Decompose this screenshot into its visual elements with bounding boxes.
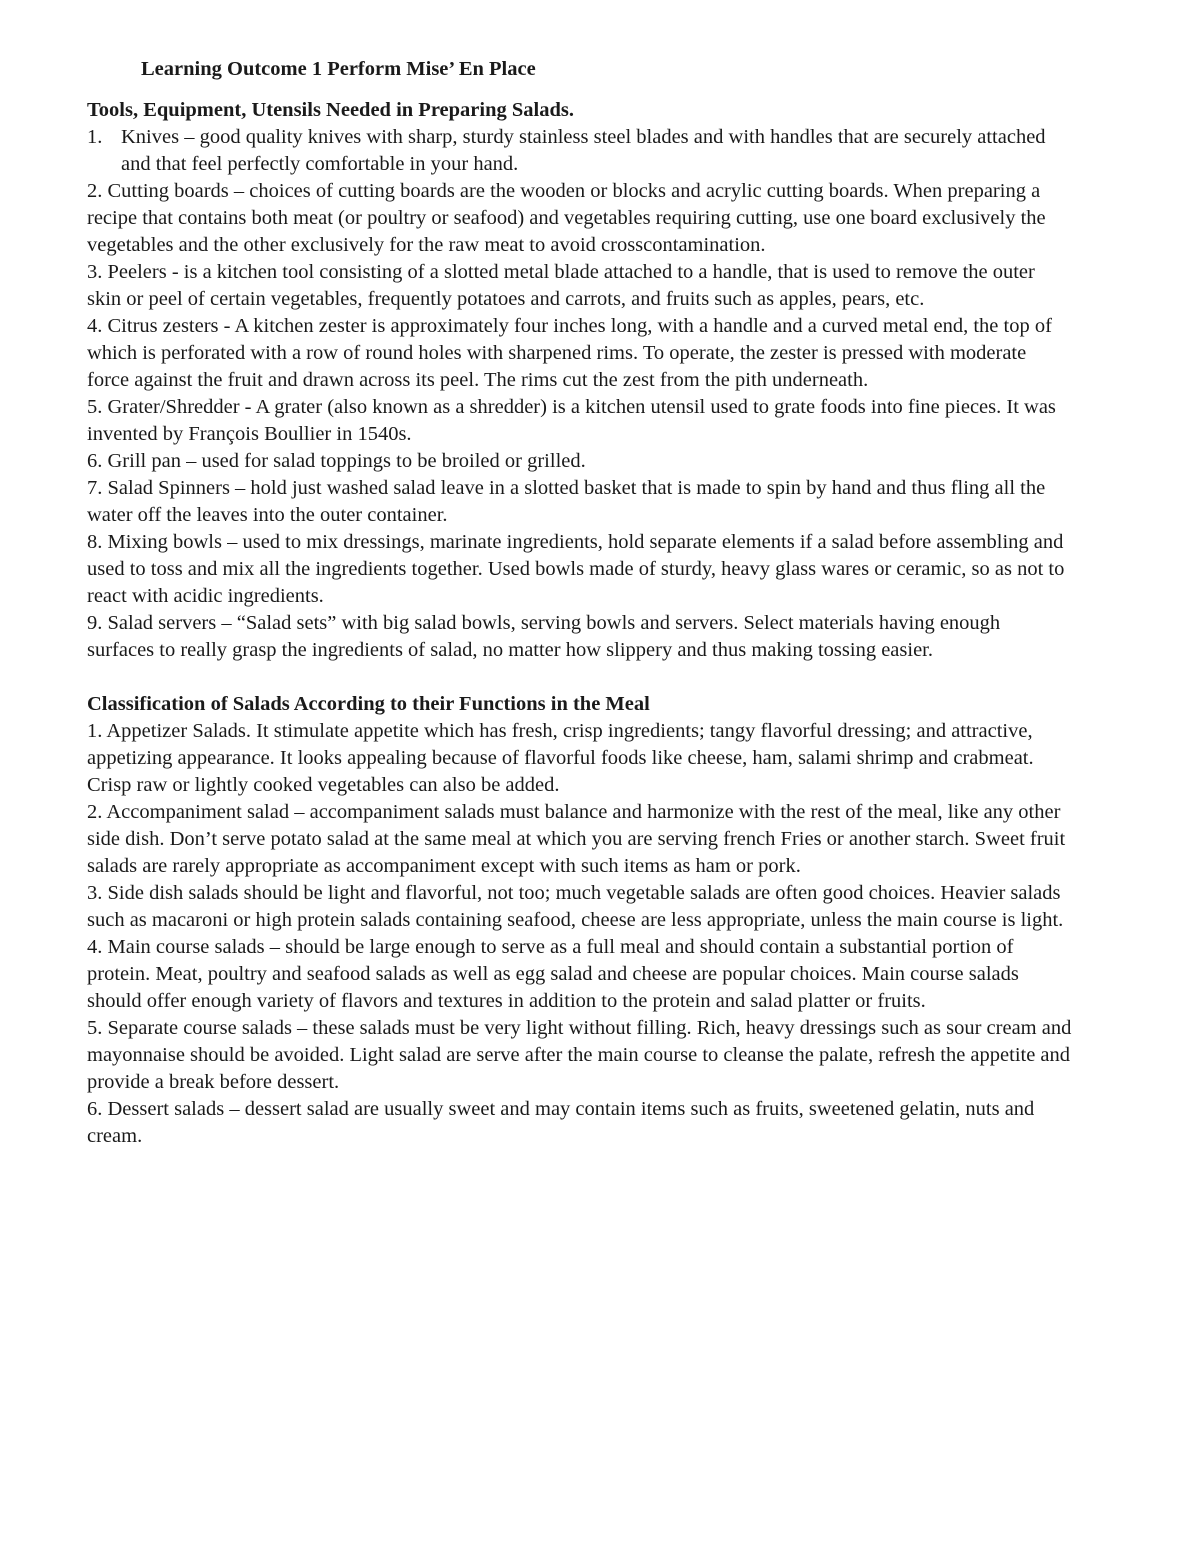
tools-item-1-number: 1. [87,126,103,148]
classification-item-6: 6. Dessert salads – dessert salad are usually sweet and may contain items such as fruits, sweetened gelatin, nuts and cream. [87,1098,1035,1147]
tools-item-1-text: Knives – good quality knives with sharp, sturdy stainless steel blades and with handles that are securely attached and that feel perfectly comfortable in your hand. [121,126,1046,175]
classification-item-2: 2. Accompaniment salad – accompaniment salads must balance and harmonize with the rest of the meal, like any other side dish. Don’t serve potato salad at the same meal at which you are serving french Fries or another starch. Sweet fruit salads are rarely appropriate as accompaniment except with such items as ham or pork. [87,801,1066,877]
classification-item-1: 1. Appetizer Salads. It stimulate appetite which has fresh, crisp ingredients; tangy flavorful dressing; and attractive, appetizing appearance. It looks appealing because of flavorful foods like cheese, ham, salami shrimp and crabmeat. Crisp raw or lightly cooked vegetables can also be added. [87,720,1034,796]
section-spacer [87,664,1072,691]
tools-item-5: 5. Grater/Shredder - A grater (also known as a shredder) is a kitchen utensil used to grate foods into fine pieces. It was invented by François Boullier in 1540s. [87,396,1056,445]
tools-item-8: 8. Mixing bowls – used to mix dressings, marinate ingredients, hold separate elements if a salad before assembling and used to toss and mix all the ingredients together. Used bowls made of sturdy, heavy glass wares or ceramic, so as not to react with acidic ingredients. [87,531,1065,607]
tools-item-6: 6. Grill pan – used for salad toppings to be broiled or grilled. [87,450,586,472]
classification-item-5: 5. Separate course salads – these salads must be very light without filling. Rich, heavy dressings such as sour cream and mayonnaise should be avoided. Light salad are serve after the main course to cleanse the palate, refresh the appetite and provide a break before dessert. [87,1017,1072,1093]
tools-item-4: 4. Citrus zesters - A kitchen zester is approximately four inches long, with a handle and a curved metal end, the top of which is perforated with a row of round holes with sharpened rims. To operate, the zester is pressed with moderate force against the fruit and drawn across its peel. The rims cut the zest from the pith underneath. [87,315,1052,391]
tools-item-3: 3. Peelers - is a kitchen tool consisting of a slotted metal blade attached to a handle, that is used to remove the outer skin or peel of certain vegetables, frequently potatoes and carrots, and fruits such as apples, pears, etc. [87,261,1035,310]
classification-item-4: 4. Main course salads – should be large enough to serve as a full meal and should contain a substantial portion of protein. Meat, poultry and seafood salads as well as egg salad and cheese are popular choices. Main course salads should offer enough variety of flavors and textures in addition to the protein and salad platter or fruits. [87,936,1019,1012]
tools-item-7: 7. Salad Spinners – hold just washed salad leave in a slotted basket that is made to spin by hand and thus fling all the water off the leaves into the outer container. [87,477,1046,526]
document-body [87,56,1072,1150]
tools-section-heading: Tools, Equipment, Utensils Needed in Preparing Salads. [87,99,574,121]
classification-item-3: 3. Side dish salads should be light and flavorful, not too; much vegetable salads are often good choices. Heavier salads such as macaroni or high protein salads containing seafood, cheese are less appropriate, unless the main course is light. [87,882,1064,931]
document-title: Learning Outcome 1 Perform Mise’ En Place [141,58,536,80]
classification-section-heading: Classification of Salads According to their Functions in the Meal [87,693,650,715]
tools-item-9: 9. Salad servers – “Salad sets” with big salad bowls, serving bowls and servers. Select materials having enough surfaces to really grasp the ingredients of salad, no matter how slippery and thus making tossing easier. [87,612,1001,661]
tools-item-2: 2. Cutting boards – choices of cutting boards are the wooden or blocks and acrylic cutting boards. When preparing a recipe that contains both meat (or poultry or seafood) and vegetables requiring cutting, use one board exclusively the vegetables and the other exclusively for the raw meat to avoid crosscontamination. [87,180,1046,256]
tools-item-1 [87,124,1072,178]
